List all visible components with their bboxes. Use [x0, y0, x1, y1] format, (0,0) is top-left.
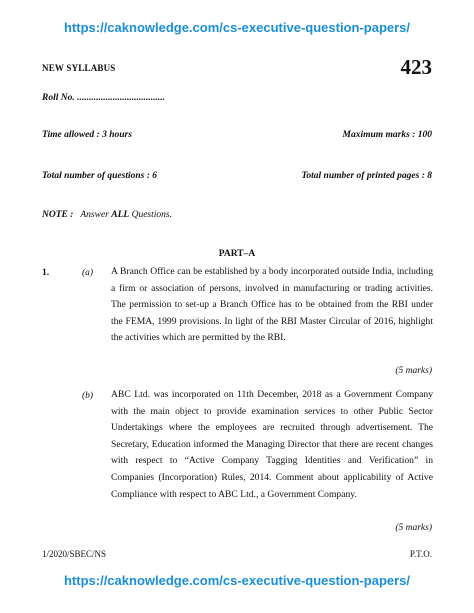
subquestion-b-marks: (5 marks): [395, 523, 432, 533]
subquestion-a-label: (a): [82, 268, 94, 278]
printed-pages: Total number of printed pages : 8: [301, 171, 432, 181]
roll-number-field: Roll No. .....................................: [42, 93, 165, 103]
subquestion-a-marks: (5 marks): [395, 366, 432, 376]
note-label: NOTE :: [42, 210, 74, 220]
footer-code: 1/2020/SBEC/NS: [42, 549, 107, 559]
note-post: Questions.: [131, 210, 172, 220]
subquestion-b-label: (b): [82, 391, 94, 401]
syllabus-label: NEW SYLLABUS: [42, 63, 116, 73]
footer-link[interactable]: https://caknowledge.com/cs-executive-question-papers/: [63, 573, 411, 588]
part-title: PART–A: [218, 249, 256, 259]
subquestion-b-text: ABC Ltd. was incorporated on 11th December, 2018 as a Government Company with the main object to provide examination services to other Public Sector Undertakings where the employees are recruited through advertisement. The Secretary, Education informed the Managing Director that there are recent changes with respect to “Active Company Tagging Identities and Verification” in Companies (Incorporation) Rules, 2014. Comment about applicability of Active Compliance with respect to ABC Ltd., a Government Company.: [111, 389, 433, 500]
question-number: 1.: [42, 268, 50, 278]
header-link[interactable]: https://caknowledge.com/cs-executive-question-papers/: [63, 20, 411, 35]
footer-pto: P.T.O.: [409, 549, 432, 559]
note-line: [42, 210, 172, 220]
subquestion-a-text: A Branch Office can be established by a body incorporated outside India, including a firm or association of persons, involved in manufacturing or trading activities. The permission to set-up a Branch Office has to be obtained from the RBI under the FEMA, 1999 provisions. In light of the RBI Master Circular of 2016, highlight the activities which are permitted by the RBI.: [111, 266, 433, 344]
total-questions: Total number of questions : 6: [42, 171, 157, 181]
time-allowed: Time allowed : 3 hours: [42, 130, 132, 140]
maximum-marks: Maximum marks : 100: [342, 130, 432, 140]
paper-code: 423: [400, 55, 432, 79]
note-emphasis: ALL: [111, 210, 130, 220]
note-pre: Answer: [80, 210, 109, 220]
